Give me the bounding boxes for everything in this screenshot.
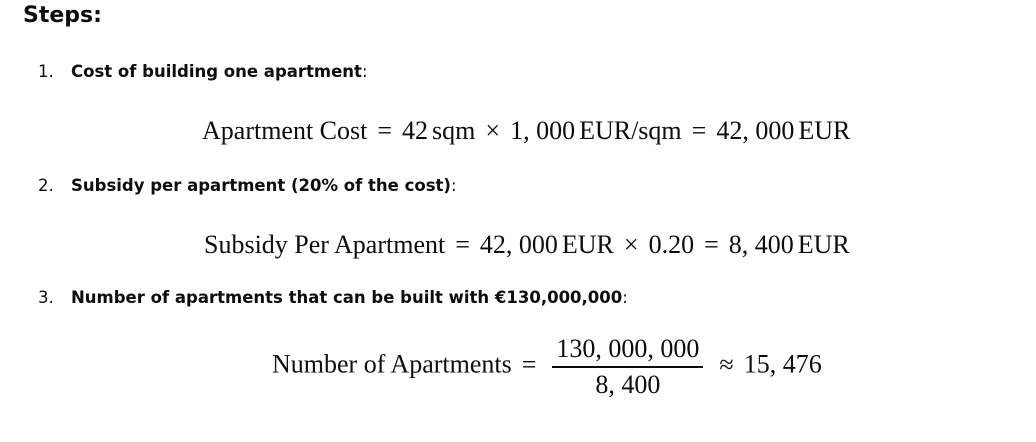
formula-2-result: 8, 400 [728, 230, 794, 259]
step-3-number: 3. [38, 288, 54, 307]
formula-3-denominator: 8, 400 [595, 369, 661, 399]
step-3-colon: : [622, 288, 628, 307]
step-1 [38, 61, 368, 83]
formula-apartment-cost [202, 115, 850, 147]
formula-2-cost-unit: EUR [561, 230, 614, 259]
formula-2-times: × [623, 230, 639, 259]
formula-subsidy [204, 229, 850, 261]
formula-2-result-unit: EUR [797, 230, 850, 259]
formula-2-equals: = [455, 230, 470, 259]
formula-3-numerator: 130, 000, 000 [556, 334, 700, 363]
formula-1-lhs: Apartment Cost [202, 116, 368, 145]
formula-3-equals: = [521, 349, 537, 379]
formula-1-rate: 1, 000 [510, 116, 576, 145]
step-2-colon: : [450, 176, 457, 195]
formula-1-area: 42 [402, 116, 429, 145]
formula-1-times: × [485, 116, 501, 145]
formula-3-lhs: Number of Apartments [272, 349, 512, 379]
step-3-title: Number of apartments that can be built with €130,000,000 [71, 288, 623, 307]
step-2 [38, 175, 457, 197]
formula-2-rate: 0.20 [648, 230, 695, 259]
formula-3-approx: ≈ [719, 349, 734, 379]
formula-1-equals: = [377, 116, 393, 145]
formula-1-rate-unit: EUR/sqm [579, 116, 682, 145]
formula-1-result-unit: EUR [798, 116, 851, 145]
step-2-number: 2. [38, 176, 54, 195]
formula-1-result: 42, 000 [716, 116, 795, 145]
formula-number-of-apartments [272, 334, 822, 400]
formula-1-equals-2: = [691, 116, 707, 145]
formula-2-cost: 42, 000 [479, 230, 558, 259]
step-1-number: 1. [38, 62, 54, 81]
steps-heading: Steps: [23, 3, 102, 28]
formula-2-equals-2: = [704, 230, 719, 259]
step-2-title: Subsidy per apartment (20% of the cost) [71, 176, 451, 195]
step-3 [38, 287, 628, 309]
step-1-colon: : [361, 62, 368, 81]
formula-3-fraction [552, 334, 703, 400]
formula-1-area-unit: sqm [432, 116, 476, 145]
formula-3-result: 15, 476 [743, 349, 822, 379]
formula-2-lhs: Subsidy Per Apartment [204, 230, 446, 259]
step-1-title: Cost of building one apartment [71, 62, 362, 81]
formula-3-fraction-bar [552, 366, 703, 368]
